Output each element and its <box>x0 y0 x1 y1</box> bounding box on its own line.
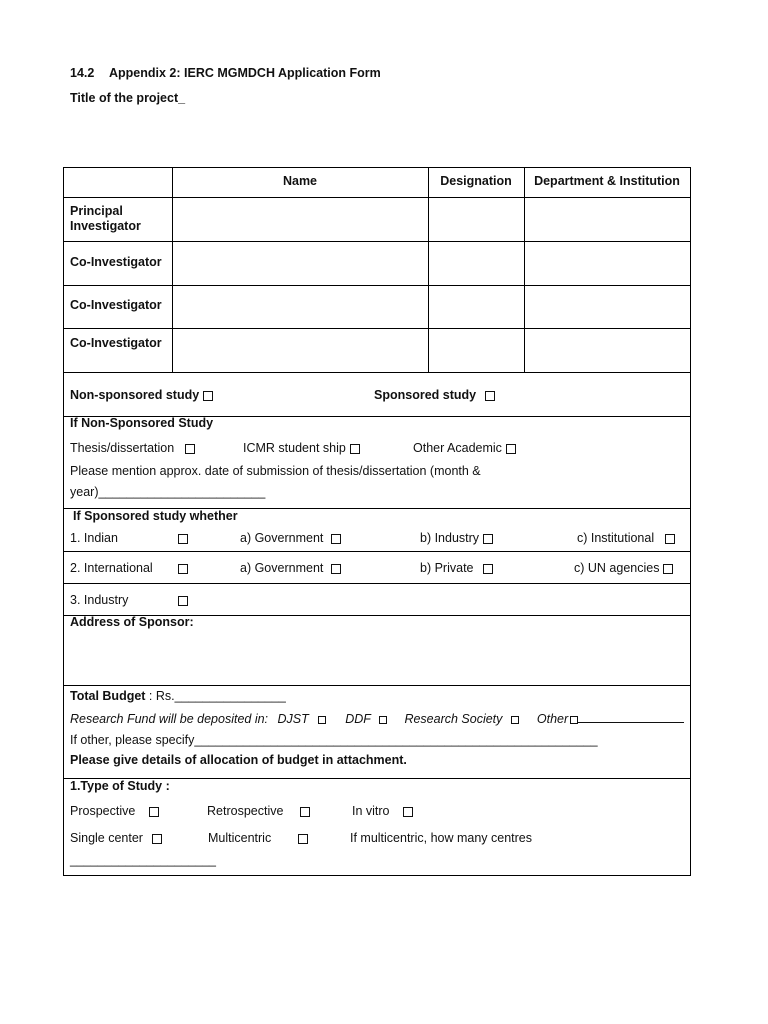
other-fund-checkbox[interactable] <box>570 716 578 724</box>
international-un-agencies[interactable]: c) UN agencies <box>574 561 673 575</box>
international-government[interactable]: a) Government <box>240 561 341 575</box>
row-co-investigator-3: Co-Investigator <box>70 336 162 350</box>
option-in-vitro[interactable]: In vitro <box>352 804 413 818</box>
ddf-checkbox[interactable] <box>379 716 387 724</box>
prospective-checkbox[interactable] <box>149 807 159 817</box>
single-center-checkbox[interactable] <box>152 834 162 844</box>
sponsored-checkbox[interactable] <box>485 391 495 401</box>
option-other-academic[interactable]: Other Academic <box>413 441 516 455</box>
in-vitro-checkbox[interactable] <box>403 807 413 817</box>
international-checkbox[interactable] <box>178 564 188 574</box>
option-icmr[interactable]: ICMR student ship <box>243 441 360 455</box>
option-single-center[interactable]: Single center <box>70 831 162 845</box>
submission-date-field[interactable]: year)________________________ <box>70 485 266 499</box>
non-sponsored-checkbox[interactable] <box>203 391 213 401</box>
research-society-checkbox[interactable] <box>511 716 519 724</box>
indian-industry-checkbox[interactable] <box>483 534 493 544</box>
total-budget[interactable]: Total Budget : Rs.________________ <box>70 689 286 703</box>
retrospective-checkbox[interactable] <box>300 807 310 817</box>
non-sponsored-section-title: If Non-Sponsored Study <box>70 416 214 430</box>
research-fund-line: Research Fund will be deposited in: DJST DDF Research Society Other <box>70 711 684 726</box>
option-multicentric[interactable]: Multicentric <box>208 831 308 845</box>
form-title: Appendix 2: IERC MGMDCH Application Form <box>109 66 381 80</box>
multicentric-question: If multicentric, how many centres <box>350 831 533 845</box>
pi-designation-cell[interactable] <box>430 199 522 239</box>
indian-industry[interactable]: b) Industry <box>420 531 493 545</box>
indian-checkbox[interactable] <box>178 534 188 544</box>
address-field[interactable] <box>66 634 686 682</box>
sponsor-industry: 3. Industry <box>70 593 129 607</box>
djst-checkbox[interactable] <box>318 716 326 724</box>
un-agencies-checkbox[interactable] <box>663 564 673 574</box>
option-prospective[interactable]: Prospective <box>70 804 159 818</box>
industry-checkbox[interactable] <box>178 596 188 606</box>
row-co-investigator-1: Co-Investigator <box>70 255 162 269</box>
icmr-checkbox[interactable] <box>350 444 360 454</box>
indian-institutional[interactable]: c) Institutional <box>577 531 675 545</box>
international-private[interactable]: b) Private <box>420 561 493 575</box>
other-specify-field[interactable]: If other, please specify__________________________________________________________ <box>70 733 598 747</box>
row-principal-investigator: Principal Investigator <box>70 204 141 233</box>
type-of-study-title: 1.Type of Study : <box>70 779 170 793</box>
sponsor-indian: 1. Indian <box>70 531 118 545</box>
address-of-sponsor-label: Address of Sponsor: <box>70 615 194 629</box>
sponsor-international: 2. International <box>70 561 153 575</box>
option-thesis[interactable]: Thesis/dissertation <box>70 441 195 455</box>
budget-allocation-note: Please give details of allocation of budget in attachment. <box>70 753 407 767</box>
centres-count-field[interactable]: _____________________ <box>70 853 216 867</box>
header-name: Name <box>282 174 318 188</box>
pi-name-cell[interactable] <box>174 199 426 239</box>
project-title-label: Title of the project_ <box>70 91 186 105</box>
header-designation: Designation <box>440 174 512 188</box>
international-government-checkbox[interactable] <box>331 564 341 574</box>
submission-date-note: Please mention approx. date of submission of thesis/dissertation (month & <box>70 464 481 478</box>
sponsored-section-title: If Sponsored study whether <box>73 509 238 523</box>
other-academic-checkbox[interactable] <box>506 444 516 454</box>
indian-institutional-checkbox[interactable] <box>665 534 675 544</box>
international-private-checkbox[interactable] <box>483 564 493 574</box>
multicentric-checkbox[interactable] <box>298 834 308 844</box>
indian-government-checkbox[interactable] <box>331 534 341 544</box>
sponsored-option[interactable]: Sponsored study <box>374 388 495 402</box>
non-sponsored-option[interactable]: Non-sponsored study <box>70 388 213 402</box>
option-retrospective[interactable]: Retrospective <box>207 804 310 818</box>
other-fund-line[interactable] <box>578 711 684 723</box>
header-department: Department & Institution <box>534 174 680 188</box>
row-co-investigator-2: Co-Investigator <box>70 298 162 312</box>
indian-government[interactable]: a) Government <box>240 531 341 545</box>
section-number: 14.2 <box>70 66 95 80</box>
pi-department-cell[interactable] <box>526 199 688 239</box>
thesis-checkbox[interactable] <box>185 444 195 454</box>
